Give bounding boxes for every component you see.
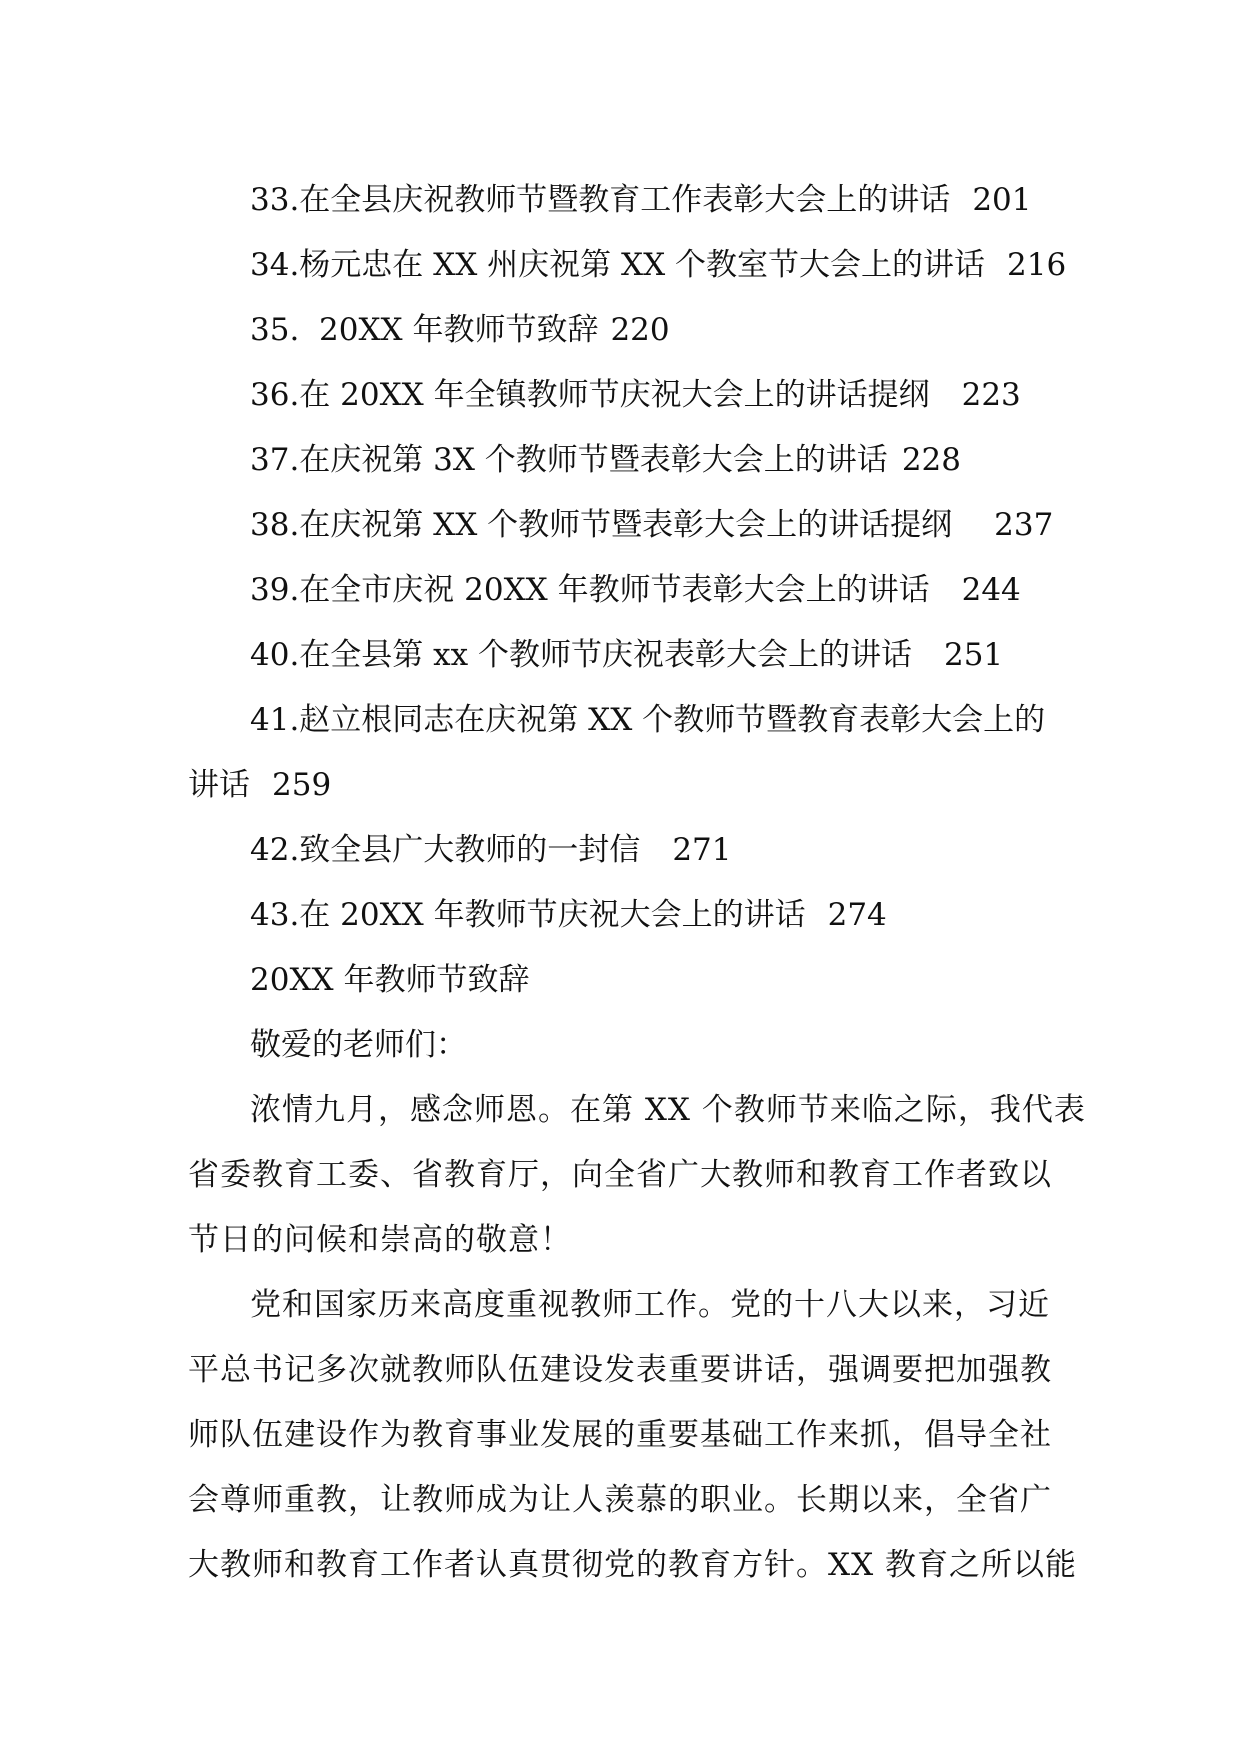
article-paragraph-2 xyxy=(188,1273,1077,1598)
paragraph-line: 省委教育工委、省教育厅，向全省广大教师和教育工作者致以 xyxy=(188,1157,1052,1193)
toc-entry-title: 33.在全县庆祝教师节暨教育工作表彰大会上的讲话 xyxy=(250,182,951,218)
toc-entry-title: 40.在全县第 xx 个教师节庆祝表彰大会上的讲话 xyxy=(250,637,912,673)
article-title: 20XX 年教师节致辞 xyxy=(250,962,530,998)
toc-entry-page-number: 216 xyxy=(1007,247,1067,283)
toc-entry-43[interactable] xyxy=(188,883,1058,948)
toc-entry-page-number: 274 xyxy=(827,897,887,933)
toc-entry-33[interactable] xyxy=(188,168,1058,233)
toc-entry-title: 37.在庆祝第 3X 个教师节暨表彰大会上的讲话 xyxy=(250,442,888,478)
toc-entry-page-number: 201 xyxy=(972,182,1032,218)
toc-entry-page-number: 220 xyxy=(610,312,670,348)
toc-entry-page-number: 237 xyxy=(994,507,1054,543)
toc-entry-40[interactable] xyxy=(188,623,1058,688)
toc-entry-page-number: 228 xyxy=(901,442,961,478)
toc-entry-title: 39.在全市庆祝 20XX 年教师节表彰大会上的讲话 xyxy=(250,572,930,608)
paragraph-line: 浓情九月，感念师恩。在第 XX 个教师节来临之际，我代表 xyxy=(250,1092,1086,1128)
toc-entry-37[interactable] xyxy=(188,428,1058,493)
toc-entry-title: 35. 20XX 年教师节致辞 xyxy=(250,312,599,348)
toc-entry-38[interactable] xyxy=(188,493,1058,558)
document-content xyxy=(188,168,1086,1598)
toc-entry-title: 42.致全县广大教师的一封信 xyxy=(250,832,641,868)
toc-entry-title: 41.赵立根同志在庆祝第 XX 个教师节暨教育表彰大会上的 xyxy=(250,702,1046,738)
toc-entry-page-number: 244 xyxy=(961,572,1021,608)
toc-entry-title: 34.杨元忠在 XX 州庆祝第 XX 个教室节大会上的讲话 xyxy=(250,247,985,283)
toc-entry-page-number: 259 xyxy=(272,767,332,803)
article-salutation: 敬爱的老师们： xyxy=(250,1027,467,1063)
toc-entry-36[interactable] xyxy=(188,363,1058,428)
toc-entry-35[interactable] xyxy=(188,298,1058,363)
toc-entry-title: 36.在 20XX 年全镇教师节庆祝大会上的讲话提纲 xyxy=(250,377,930,413)
toc-entry-title-continued: 讲话 xyxy=(188,767,250,803)
paragraph-line: 党和国家历来高度重视教师工作。党的十八大以来，习近 xyxy=(250,1287,1050,1323)
toc-entry-42[interactable] xyxy=(188,818,1058,883)
toc-entry-page-number: 271 xyxy=(672,832,732,868)
toc-entry-34[interactable] xyxy=(188,233,1067,298)
paragraph-line: 会尊师重教，让教师成为让人羡慕的职业。长期以来，全省广 xyxy=(188,1482,1052,1518)
toc-entry-page-number: 251 xyxy=(943,637,1004,673)
toc-entry-title: 43.在 20XX 年教师节庆祝大会上的讲话 xyxy=(250,897,806,933)
toc-entry-39[interactable] xyxy=(188,558,1058,623)
paragraph-line: 师队伍建设作为教育事业发展的重要基础工作来抓，倡导全社 xyxy=(188,1417,1052,1453)
toc-entry-41[interactable] xyxy=(188,688,1058,818)
paragraph-line: 大教师和教育工作者认真贯彻党的教育方针。XX 教育之所以能 xyxy=(188,1547,1077,1583)
toc-entry-page-number: 223 xyxy=(961,377,1021,413)
article-paragraph-1 xyxy=(188,1078,1086,1273)
toc-entry-title: 38.在庆祝第 XX 个教师节暨表彰大会上的讲话提纲 xyxy=(250,507,953,543)
paragraph-line: 平总书记多次就教师队伍建设发表重要讲话，强调要把加强教 xyxy=(188,1352,1052,1388)
paragraph-line: 节日的问候和崇高的敬意！ xyxy=(188,1222,572,1258)
